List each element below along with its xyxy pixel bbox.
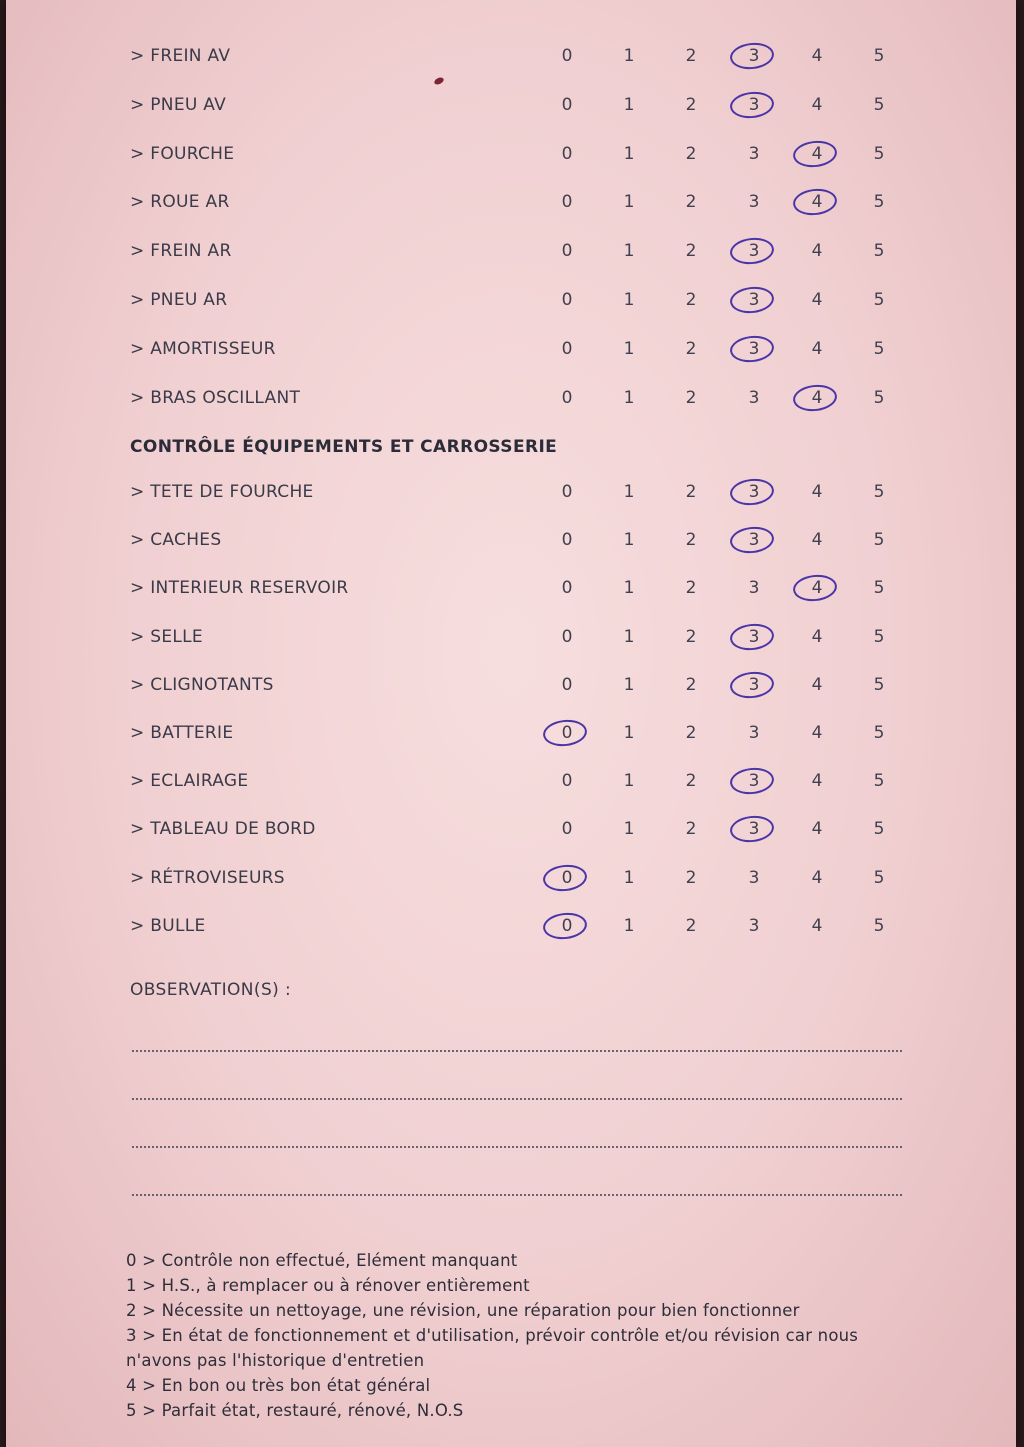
score-value: 1: [623, 674, 635, 695]
score-option-1[interactable]: [614, 134, 644, 174]
score-option-4[interactable]: [802, 280, 832, 320]
score-value: 4: [811, 578, 823, 599]
score-value: 3: [748, 192, 760, 213]
score-value: 2: [685, 723, 697, 743]
pen-circle-mark: [542, 911, 588, 941]
checklist-row: [6, 906, 1016, 946]
score-option-5[interactable]: [864, 665, 894, 705]
score-value: 4: [811, 143, 823, 164]
score-option-2[interactable]: [676, 36, 706, 76]
score-value: 4: [811, 192, 823, 213]
score-option-2[interactable]: [676, 134, 706, 174]
checklist-row: [6, 713, 1016, 753]
checklist-item-label: > FREIN AV: [130, 46, 231, 66]
score-value: 0: [561, 46, 573, 66]
score-option-5[interactable]: [864, 280, 894, 320]
score-value: 3: [748, 771, 760, 792]
score-option-3[interactable]: [739, 568, 769, 608]
score-option-2[interactable]: [676, 329, 706, 369]
score-value: 2: [685, 94, 697, 115]
score-value: 3: [748, 578, 760, 599]
score-option-5[interactable]: [864, 713, 894, 753]
score-option-3[interactable]: [739, 378, 769, 418]
score-option-1[interactable]: [614, 280, 644, 320]
score-value: 5: [873, 482, 885, 502]
pen-circle-mark: [729, 621, 775, 651]
pen-circle-mark: [729, 525, 775, 555]
score-value: 2: [685, 530, 697, 551]
score-value: 1: [623, 46, 635, 66]
score-option-5[interactable]: [864, 182, 894, 222]
score-value: 3: [748, 626, 760, 647]
score-option-4[interactable]: [802, 713, 832, 753]
score-option-0[interactable]: [552, 713, 582, 753]
checklist-item-label: > ROUE AR: [130, 192, 230, 213]
score-option-4[interactable]: [802, 231, 832, 271]
checklist-row: [6, 85, 1016, 125]
score-option-0[interactable]: [552, 617, 582, 657]
score-option-1[interactable]: [614, 713, 644, 753]
score-option-3[interactable]: [739, 85, 769, 125]
score-option-4[interactable]: [802, 568, 832, 608]
score-option-0[interactable]: [552, 85, 582, 125]
pen-circle-mark: [729, 477, 775, 507]
score-value: 5: [873, 723, 885, 743]
score-option-1[interactable]: [614, 617, 644, 657]
score-value: 5: [873, 241, 885, 262]
score-value: 2: [685, 46, 697, 66]
score-value: 3: [748, 46, 760, 66]
legend-line: 2 > Nécessite un nettoyage, une révision, une réparation pour bien fonctionner: [126, 1301, 800, 1320]
legend-line: 5 > Parfait état, restauré, rénové, N.O.S: [126, 1401, 464, 1420]
score-option-5[interactable]: [864, 85, 894, 125]
section-title-equipment: CONTRÔLE ÉQUIPEMENTS ET CARROSSERIE: [130, 437, 558, 457]
score-value: 5: [873, 674, 885, 695]
observation-line[interactable]: [132, 1194, 902, 1196]
score-option-2[interactable]: [676, 906, 706, 946]
pen-circle-mark: [542, 862, 588, 892]
score-value: 3: [748, 530, 760, 551]
score-option-0[interactable]: [552, 329, 582, 369]
score-option-4[interactable]: [802, 182, 832, 222]
score-value: 0: [561, 867, 573, 888]
score-value: 2: [685, 338, 697, 359]
score-value: 4: [811, 241, 823, 262]
checklist-row: [6, 858, 1016, 898]
score-value: 4: [811, 387, 823, 408]
pen-circle-mark: [792, 138, 838, 168]
score-option-0[interactable]: [552, 761, 582, 801]
score-value: 2: [685, 143, 697, 164]
score-value: 1: [623, 915, 635, 936]
score-value: 5: [873, 338, 885, 359]
pen-circle-mark: [729, 334, 775, 364]
score-value: 3: [748, 241, 760, 262]
score-value: 3: [748, 723, 760, 743]
score-option-2[interactable]: [676, 280, 706, 320]
score-option-5[interactable]: [864, 568, 894, 608]
score-value: 5: [873, 578, 885, 599]
score-value: 0: [561, 530, 573, 551]
checklist-item-label: > FOURCHE: [130, 143, 235, 164]
score-value: 0: [561, 915, 573, 936]
score-option-2[interactable]: [676, 713, 706, 753]
score-value: 1: [623, 482, 635, 502]
score-option-4[interactable]: [802, 761, 832, 801]
score-option-5[interactable]: [864, 809, 894, 849]
score-option-2[interactable]: [676, 761, 706, 801]
score-value: 4: [811, 915, 823, 936]
score-option-2[interactable]: [676, 809, 706, 849]
checklist-item-label: > CLIGNOTANTS: [130, 674, 274, 695]
checklist-row: [6, 378, 1016, 418]
score-option-3[interactable]: [739, 906, 769, 946]
observation-line[interactable]: [132, 1098, 902, 1100]
score-value: 5: [873, 192, 885, 213]
score-value: 3: [748, 819, 760, 840]
pen-circle-mark: [729, 41, 775, 71]
score-option-0[interactable]: [552, 858, 582, 898]
score-option-5[interactable]: [864, 520, 894, 560]
score-option-0[interactable]: [552, 182, 582, 222]
score-option-2[interactable]: [676, 472, 706, 512]
score-option-3[interactable]: [739, 809, 769, 849]
score-option-5[interactable]: [864, 231, 894, 271]
score-value: 5: [873, 915, 885, 936]
score-value: 0: [561, 723, 573, 743]
pen-circle-mark: [729, 90, 775, 120]
score-value: 4: [811, 290, 823, 310]
checklist-row: [6, 280, 1016, 320]
score-value: 4: [811, 530, 823, 551]
score-option-3[interactable]: [739, 761, 769, 801]
score-value: 2: [685, 674, 697, 695]
score-option-2[interactable]: [676, 568, 706, 608]
score-option-4[interactable]: [802, 378, 832, 418]
score-value: 5: [873, 867, 885, 888]
pen-circle-mark: [729, 814, 775, 844]
checklist-row: [6, 617, 1016, 657]
score-option-0[interactable]: [552, 231, 582, 271]
score-option-1[interactable]: [614, 472, 644, 512]
score-option-4[interactable]: [802, 809, 832, 849]
score-value: 1: [623, 338, 635, 359]
checklist-row: [6, 134, 1016, 174]
score-value: 4: [811, 867, 823, 888]
score-option-4[interactable]: [802, 665, 832, 705]
score-option-5[interactable]: [864, 329, 894, 369]
legend-line: 3 > En état de fonctionnement et d'utilisation, prévoir contrôle et/ou révision car nous n'avons pas l'historique d'entretien: [126, 1326, 859, 1370]
checklist-item-label: > TABLEAU DE BORD: [130, 819, 316, 840]
score-option-4[interactable]: [802, 858, 832, 898]
score-option-2[interactable]: [676, 182, 706, 222]
score-option-3[interactable]: [739, 231, 769, 271]
score-value: 1: [623, 771, 635, 792]
score-value: 0: [561, 819, 573, 840]
score-value: 1: [623, 819, 635, 840]
score-option-2[interactable]: [676, 858, 706, 898]
score-value: 1: [623, 192, 635, 213]
score-value: 0: [561, 578, 573, 599]
score-value: 0: [561, 192, 573, 213]
score-option-2[interactable]: [676, 85, 706, 125]
score-option-5[interactable]: [864, 378, 894, 418]
score-value: 2: [685, 819, 697, 840]
score-option-3[interactable]: [739, 617, 769, 657]
score-value: 5: [873, 819, 885, 840]
score-value: 4: [811, 723, 823, 743]
pen-circle-mark: [729, 766, 775, 796]
score-option-0[interactable]: [552, 906, 582, 946]
score-value: 1: [623, 867, 635, 888]
legend-line: 0 > Contrôle non effectué, Elément manquant: [126, 1251, 518, 1270]
score-option-1[interactable]: [614, 182, 644, 222]
score-option-4[interactable]: [802, 472, 832, 512]
score-option-3[interactable]: [739, 713, 769, 753]
observation-line[interactable]: [132, 1146, 902, 1148]
checklist-item-label: > ECLAIRAGE: [130, 771, 249, 792]
score-option-2[interactable]: [676, 617, 706, 657]
score-option-2[interactable]: [676, 665, 706, 705]
score-option-5[interactable]: [864, 858, 894, 898]
checklist-row: [6, 231, 1016, 271]
pen-circle-mark: [792, 573, 838, 603]
score-option-0[interactable]: [552, 378, 582, 418]
score-value: 5: [873, 94, 885, 115]
score-value: 2: [685, 626, 697, 647]
score-option-0[interactable]: [552, 665, 582, 705]
checklist-item-label: > AMORTISSEUR: [130, 338, 276, 359]
score-value: 0: [561, 338, 573, 359]
score-value: 0: [561, 387, 573, 408]
checklist-item-label: > FREIN AR: [130, 241, 232, 262]
score-option-4[interactable]: [802, 329, 832, 369]
pen-circle-mark: [542, 718, 588, 748]
score-value: 2: [685, 192, 697, 213]
checklist-row: [6, 36, 1016, 76]
score-value: 5: [873, 143, 885, 164]
score-option-3[interactable]: [739, 280, 769, 320]
score-value: 1: [623, 530, 635, 551]
score-value: 4: [811, 626, 823, 647]
score-option-3[interactable]: [739, 472, 769, 512]
score-value: 5: [873, 530, 885, 551]
score-value: 4: [811, 819, 823, 840]
pen-circle-mark: [729, 285, 775, 315]
inspection-sheet: [6, 0, 1016, 1447]
score-value: 4: [811, 674, 823, 695]
pen-circle-mark: [792, 187, 838, 217]
score-value: 3: [748, 915, 760, 936]
score-option-1[interactable]: [614, 906, 644, 946]
score-value: 0: [561, 241, 573, 262]
checklist-item-label: > TETE DE FOURCHE: [130, 482, 314, 502]
score-value: 1: [623, 94, 635, 115]
score-value: 5: [873, 387, 885, 408]
score-value: 1: [623, 387, 635, 408]
score-option-3[interactable]: [739, 182, 769, 222]
pen-circle-mark: [729, 236, 775, 266]
pen-circle-mark: [792, 382, 838, 412]
score-value: 3: [748, 94, 760, 115]
score-option-0[interactable]: [552, 280, 582, 320]
checklist-row: [6, 809, 1016, 849]
score-option-0[interactable]: [552, 134, 582, 174]
score-option-2[interactable]: [676, 378, 706, 418]
score-option-5[interactable]: [864, 134, 894, 174]
score-option-5[interactable]: [864, 472, 894, 512]
checklist-item-label: > PNEU AR: [130, 290, 228, 310]
checklist-item-label: > BULLE: [130, 915, 206, 936]
score-value: 4: [811, 338, 823, 359]
score-option-5[interactable]: [864, 761, 894, 801]
score-value: 0: [561, 626, 573, 647]
score-option-2[interactable]: [676, 520, 706, 560]
checklist-item-label: > BATTERIE: [130, 723, 234, 743]
score-option-1[interactable]: [614, 329, 644, 369]
score-value: 4: [811, 46, 823, 66]
score-value: 1: [623, 290, 635, 310]
checklist-row: [6, 520, 1016, 560]
score-value: 2: [685, 290, 697, 310]
checklist-item-label: > BRAS OSCILLANT: [130, 387, 301, 408]
score-option-4[interactable]: [802, 520, 832, 560]
score-option-2[interactable]: [676, 231, 706, 271]
checklist-row: [6, 329, 1016, 369]
score-legend: [126, 1248, 906, 1423]
score-option-0[interactable]: [552, 568, 582, 608]
checklist-item-label: > RÉTROVISEURS: [130, 867, 285, 888]
score-option-3[interactable]: [739, 134, 769, 174]
score-option-1[interactable]: [614, 378, 644, 418]
score-option-5[interactable]: [864, 906, 894, 946]
score-option-4[interactable]: [802, 85, 832, 125]
score-value: 4: [811, 94, 823, 115]
legend-line: 1 > H.S., à remplacer ou à rénover entièrement: [126, 1276, 530, 1295]
checklist-item-label: > SELLE: [130, 626, 203, 647]
observation-line[interactable]: [132, 1050, 902, 1052]
score-option-1[interactable]: [614, 858, 644, 898]
score-value: 0: [561, 771, 573, 792]
score-value: 0: [561, 674, 573, 695]
score-option-3[interactable]: [739, 665, 769, 705]
score-value: 5: [873, 290, 885, 310]
score-value: 0: [561, 482, 573, 502]
score-value: 0: [561, 143, 573, 164]
score-option-1[interactable]: [614, 761, 644, 801]
score-value: 3: [748, 143, 760, 164]
score-value: 3: [748, 290, 760, 310]
score-option-3[interactable]: [739, 520, 769, 560]
checklist-row: [6, 761, 1016, 801]
checklist-row: [6, 182, 1016, 222]
checklist-row: [6, 568, 1016, 608]
score-value: 5: [873, 771, 885, 792]
score-option-4[interactable]: [802, 134, 832, 174]
score-value: 3: [748, 482, 760, 502]
score-value: 5: [873, 626, 885, 647]
score-value: 0: [561, 94, 573, 115]
score-value: 5: [873, 46, 885, 66]
checklist-row: [6, 665, 1016, 705]
score-value: 1: [623, 626, 635, 647]
score-value: 2: [685, 387, 697, 408]
score-value: 2: [685, 867, 697, 888]
score-option-1[interactable]: [614, 520, 644, 560]
score-value: 2: [685, 578, 697, 599]
checklist-item-label: > PNEU AV: [130, 94, 227, 115]
score-value: 1: [623, 241, 635, 262]
score-value: 3: [748, 867, 760, 888]
score-option-1[interactable]: [614, 36, 644, 76]
score-option-4[interactable]: [802, 906, 832, 946]
score-value: 2: [685, 482, 697, 502]
legend-line: 4 > En bon ou très bon état général: [126, 1376, 431, 1395]
score-option-3[interactable]: [739, 858, 769, 898]
score-value: 1: [623, 143, 635, 164]
score-option-1[interactable]: [614, 85, 644, 125]
score-value: 1: [623, 578, 635, 599]
score-option-1[interactable]: [614, 568, 644, 608]
score-option-1[interactable]: [614, 809, 644, 849]
pen-circle-mark: [729, 670, 775, 700]
score-option-0[interactable]: [552, 809, 582, 849]
score-value: 0: [561, 290, 573, 310]
score-option-0[interactable]: [552, 36, 582, 76]
score-option-1[interactable]: [614, 665, 644, 705]
score-value: 3: [748, 387, 760, 408]
score-value: 2: [685, 241, 697, 262]
score-value: 3: [748, 338, 760, 359]
score-option-3[interactable]: [739, 36, 769, 76]
observations-label: OBSERVATION(S) :: [130, 980, 292, 1000]
score-value: 3: [748, 674, 760, 695]
score-option-5[interactable]: [864, 36, 894, 76]
score-value: 2: [685, 771, 697, 792]
checklist-item-label: > CACHES: [130, 530, 222, 551]
score-value: 1: [623, 723, 635, 743]
score-value: 4: [811, 482, 823, 502]
score-value: 2: [685, 915, 697, 936]
checklist-item-label: > INTERIEUR RESERVOIR: [130, 578, 349, 599]
score-option-3[interactable]: [739, 329, 769, 369]
score-option-0[interactable]: [552, 520, 582, 560]
score-value: 4: [811, 771, 823, 792]
score-option-5[interactable]: [864, 617, 894, 657]
score-option-0[interactable]: [552, 472, 582, 512]
checklist-row: [6, 472, 1016, 512]
score-option-4[interactable]: [802, 617, 832, 657]
score-option-1[interactable]: [614, 231, 644, 271]
score-option-4[interactable]: [802, 36, 832, 76]
